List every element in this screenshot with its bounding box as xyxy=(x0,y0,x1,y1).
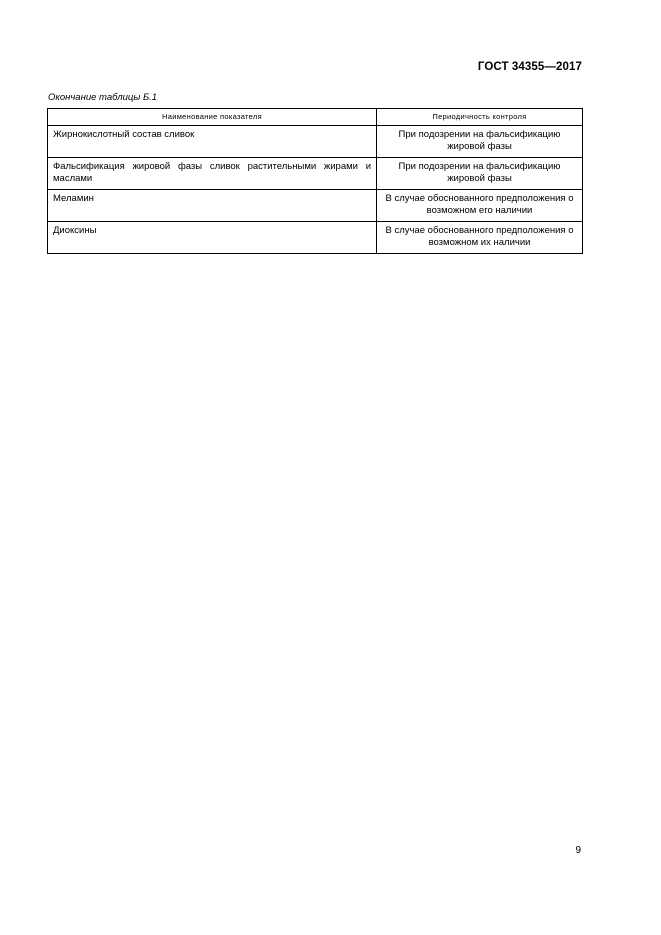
table-row xyxy=(48,158,583,190)
indicator-name-cell: Диоксины xyxy=(48,222,377,254)
indicator-name-cell: Жирнокислотный состав сливок xyxy=(48,126,377,158)
column-header-control-frequency: Периодичность контроля xyxy=(377,109,583,126)
control-frequency-cell: В случае обоснованного предположения о возможном его наличии xyxy=(377,190,583,222)
table-caption: Окончание таблицы Б.1 xyxy=(48,92,158,103)
column-header-indicator-name: Наименование показателя xyxy=(48,109,377,126)
table-header-row xyxy=(48,109,583,126)
table-row xyxy=(48,190,583,222)
indicator-name-cell: Фальсификация жировой фазы сливок растительными жирами и маслами xyxy=(48,158,377,190)
control-frequency-cell: В случае обоснованного предположения о возможном их наличии xyxy=(377,222,583,254)
indicators-table xyxy=(47,108,583,254)
control-frequency-cell: При подозрении на фальсификацию жировой фазы xyxy=(377,158,583,190)
table-row xyxy=(48,222,583,254)
control-frequency-cell: При подозрении на фальсификацию жировой фазы xyxy=(377,126,583,158)
indicator-name-cell: Меламин xyxy=(48,190,377,222)
page-number: 9 xyxy=(575,845,581,856)
table-row xyxy=(48,126,583,158)
document-code: ГОСТ 34355—2017 xyxy=(477,61,582,73)
